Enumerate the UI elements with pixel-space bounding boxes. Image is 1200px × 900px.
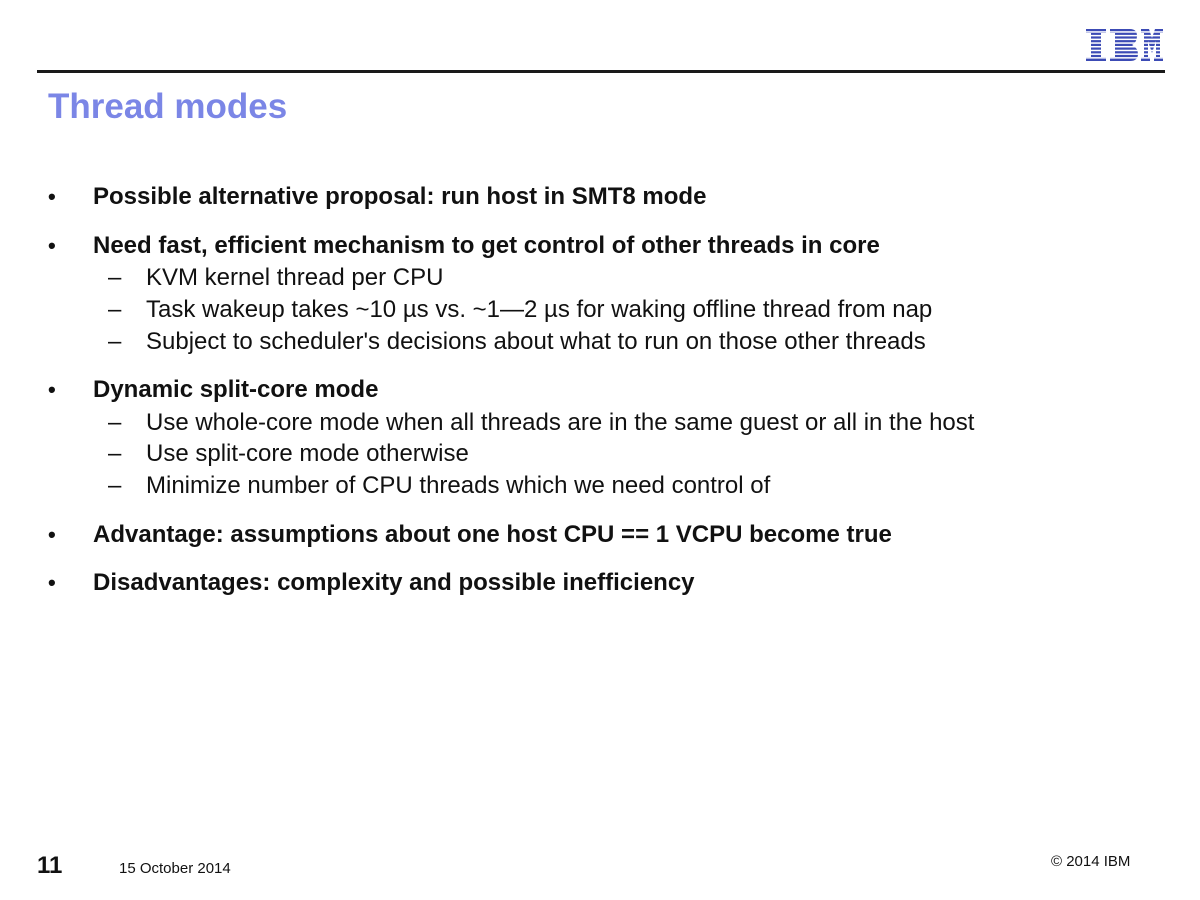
bullet-marker: • <box>48 377 56 402</box>
ibm-logo <box>1086 29 1164 61</box>
bullet-text: Disadvantages: complexity and possible inefficiency <box>93 569 695 596</box>
bullet-marker: • <box>48 522 56 547</box>
sub-bullet-marker: – <box>108 296 122 323</box>
sub-bullet-text: Use split-core mode otherwise <box>146 440 469 467</box>
bullet-text: Need fast, efficient mechanism to get control of other threads in core <box>93 232 880 259</box>
bullet-marker: • <box>48 570 56 595</box>
bullet-text: Dynamic split-core mode <box>93 376 379 403</box>
sub-bullet-marker: – <box>108 328 122 355</box>
slide-date: 15 October 2014 <box>119 860 231 877</box>
page-number: 11 <box>37 852 63 879</box>
slide-title: Thread modes <box>48 87 288 126</box>
bullet-text: Possible alternative proposal: run host in SMT8 mode <box>93 183 707 210</box>
sub-bullet-marker: – <box>108 409 122 436</box>
sub-bullet-text: KVM kernel thread per CPU <box>146 264 444 291</box>
sub-bullet-marker: – <box>108 264 122 291</box>
sub-bullet-text: Subject to scheduler's decisions about what to run on those other threads <box>146 328 926 355</box>
sub-bullet-text: Use whole-core mode when all threads are in the same guest or all in the host <box>146 409 975 436</box>
sub-bullet-text: Task wakeup takes ~10 µs vs. ~1—2 µs for waking offline thread from nap <box>146 296 933 323</box>
bullet-text: Advantage: assumptions about one host CPU == 1 VCPU become true <box>93 521 892 548</box>
sub-bullet-marker: – <box>108 440 122 467</box>
bullet-marker: • <box>48 184 56 209</box>
sub-bullet-marker: – <box>108 472 122 499</box>
sub-bullet-text: Minimize number of CPU threads which we need control of <box>146 472 771 499</box>
bullet-marker: • <box>48 233 56 258</box>
copyright-notice: © 2014 IBM <box>1051 853 1131 870</box>
header-rule <box>37 70 1165 73</box>
ibm-logo-icon <box>1086 29 1164 61</box>
